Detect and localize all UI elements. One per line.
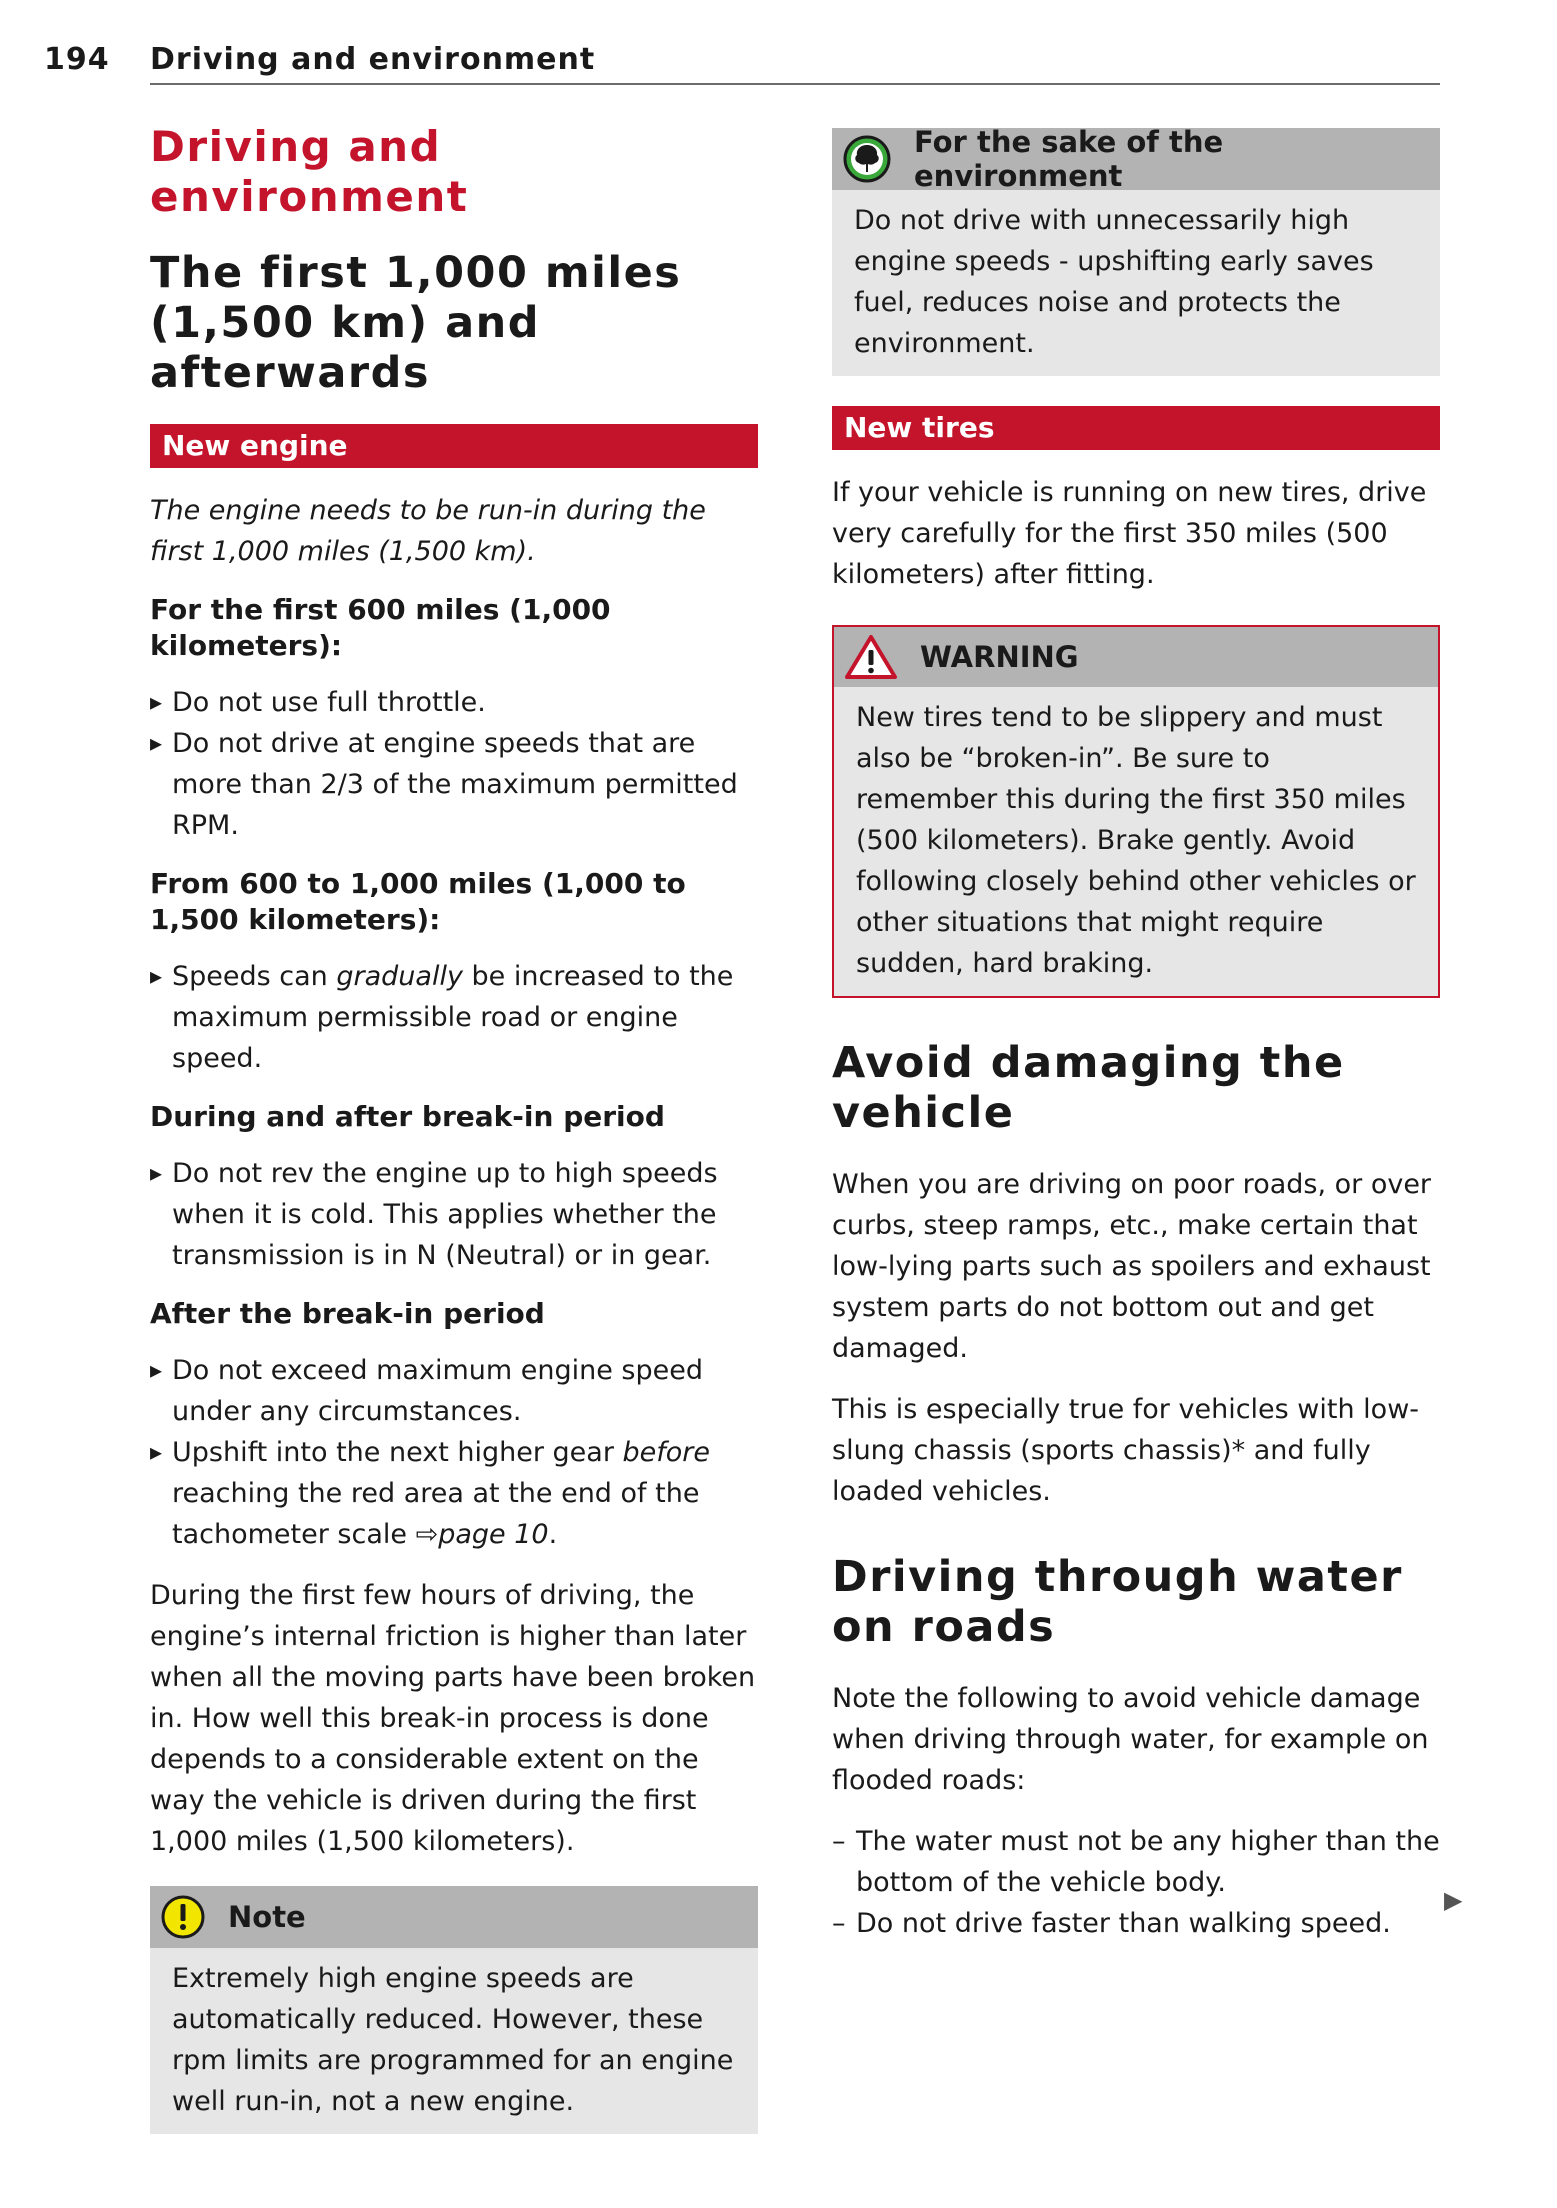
list-text: Speeds can (172, 961, 337, 992)
warning-triangle-icon (844, 633, 898, 681)
page-reference-link[interactable]: page 10 (438, 1519, 549, 1550)
note-exclamation-icon (160, 1894, 206, 1940)
subheading-first-600: For the first 600 miles (1,000 kilometers): (150, 593, 611, 662)
intro-italic: The engine needs to be run-in during the first 1,000 miles (1,500 km). (150, 495, 706, 567)
environment-box-body: Do not drive with unnecessarily high engine speeds - upshifting early saves fuel, reduces noise and protects the environment. (854, 205, 1374, 359)
warning-body: New tires tend to be slippery and must also be “broken-in”. Be sure to remember this during the first 350 miles (500 kilometers). Brake gently. Avoid following closely behind other vehicles or other situations that might require sudden, hard braking. (856, 702, 1416, 979)
subheading-during-after: During and after break-in period (150, 1100, 665, 1133)
list-item: ▸ Do not drive at engine speeds that are more than 2/3 of the maximum permitted RPM. (150, 723, 758, 846)
list-text: . (548, 1519, 558, 1550)
section-title-first-miles: The first 1,000 miles (1,500 km) and afterwards (150, 248, 682, 398)
warning-title: WARNING (920, 640, 1079, 674)
list-item: ▸ Do not use full throttle. (150, 682, 758, 723)
page-ref-arrow-icon: ⇨ (415, 1519, 439, 1550)
list-text: be increased to the maximum permissible road or engine speed. (172, 961, 734, 1074)
avoid-paragraph-2: This is especially true for vehicles with low-slung chassis (sports chassis)* and fully loaded vehicles. (832, 1394, 1420, 1507)
note-title: Note (228, 1900, 306, 1934)
environment-box-header (832, 125, 1440, 193)
bullet-list-first-600 (150, 682, 758, 846)
emphasis: gradually (336, 961, 463, 992)
environment-box-title: For the sake of the environment (914, 125, 1224, 193)
list-item (150, 956, 758, 1079)
new-tires-bar: New tires (832, 406, 1440, 450)
warning-box-header (834, 627, 1438, 687)
left-column (150, 122, 758, 2164)
avoid-paragraph-1: When you are driving on poor roads, or over curbs, steep ramps, etc., make certain that low-lying parts such as spoilers and exhaust system parts do not bottom out and get damaged. (832, 1169, 1432, 1364)
continue-arrow-icon: ▶ (1444, 1886, 1463, 1914)
environment-box (832, 125, 1440, 376)
water-paragraph: Note the following to avoid vehicle damage when driving through water, for example on flooded roads: (832, 1683, 1429, 1796)
list-item: – The water must not be any higher than the bottom of the vehicle body. (832, 1821, 1440, 1903)
water-dash-list (832, 1821, 1440, 1944)
note-box (150, 1886, 758, 2134)
running-title: Driving and environment (150, 42, 596, 77)
section-title-avoid-damage: Avoid damaging the vehicle (832, 1038, 1345, 1138)
note-box-header (150, 1886, 758, 1948)
warning-box (832, 625, 1440, 998)
new-engine-bar: New engine (150, 424, 758, 468)
tires-paragraph: If your vehicle is running on new tires, drive very carefully for the first 350 miles (500 kilometers) after fitting. (832, 477, 1427, 590)
tree-environment-icon (842, 134, 892, 184)
bullet-list-600-to-1000 (150, 956, 758, 1079)
emphasis: before (622, 1437, 711, 1468)
section-title-water: Driving through water on roads (832, 1552, 1403, 1652)
bullet-list-after-break-in (150, 1350, 758, 1555)
page-number: 194 (44, 42, 110, 77)
subheading-after-break-in: After the break-in period (150, 1297, 545, 1330)
list-text: reaching the red area at the end of the tachometer scale (172, 1478, 700, 1550)
chapter-title: Driving and environment (150, 122, 469, 221)
list-text: Upshift into the next higher gear (172, 1437, 623, 1468)
list-item: ▸ Do not rev the engine up to high speeds when it is cold. This applies whether the transmission is in N (Neutral) or in gear. (150, 1153, 758, 1276)
list-item: ▸ Do not exceed maximum engine speed under any circumstances. (150, 1350, 758, 1432)
list-item (150, 1432, 758, 1555)
right-column (832, 125, 1440, 1944)
bullet-list-during-after (150, 1153, 758, 1276)
header-rule (150, 83, 1440, 85)
list-item: – Do not drive faster than walking speed. (832, 1903, 1440, 1944)
subheading-600-to-1000: From 600 to 1,000 miles (1,000 to 1,500 kilometers): (150, 867, 686, 936)
break-in-paragraph: During the first few hours of driving, the engine’s internal friction is higher than later when all the moving parts have been broken in. How well this break-in process is done depends to a considerable extent on the way the vehicle is driven during the first 1,000 miles (1,500 kilometers). (150, 1580, 756, 1857)
note-body: Extremely high engine speeds are automatically reduced. However, these rpm limits are programmed for an engine well run-in, not a new engine. (172, 1963, 734, 2117)
